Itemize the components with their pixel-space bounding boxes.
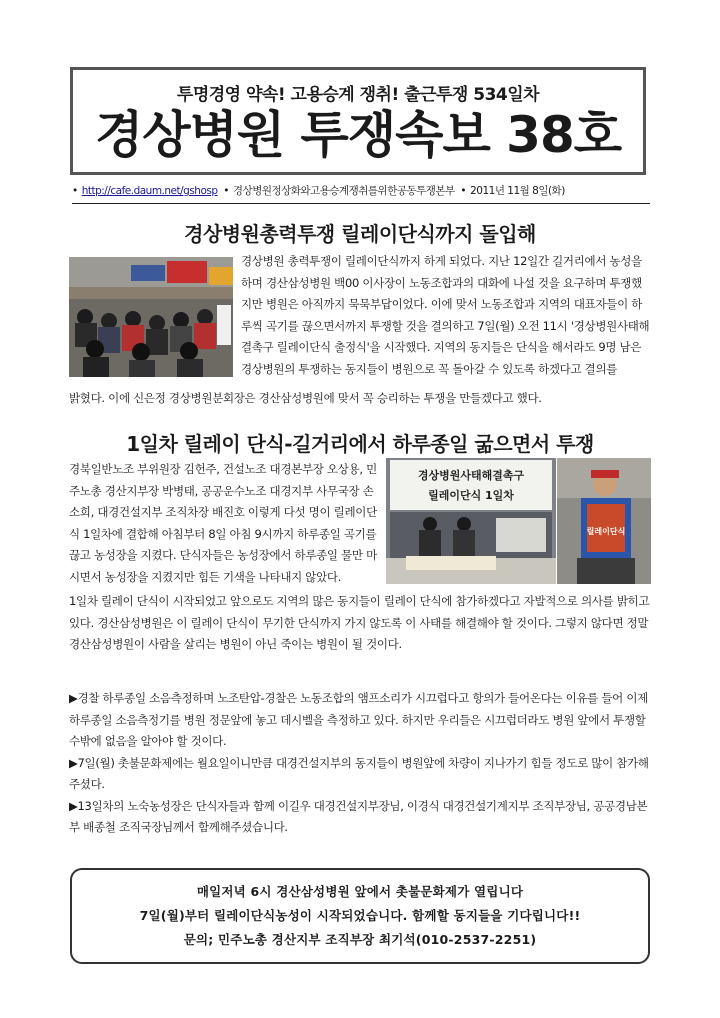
hunger-strike-photo [386,458,556,584]
note-item: ▶13일차의 노숙농성장은 단식자들과 함께 이길우 대경건설지부장님, 이경식 대경건설기계지부 조직부장님, 공공경남본부 배종철 조직국장님께서 함께해주셨습니다. [69,798,648,834]
article2-body-top: 경북일반노조 부위원장 김헌주, 건설노조 대경본부장 오상용, 민주노총 경산지부장 박병태, 공공운수노조 대경지부 사무국장 손소희, 대경건설지부 조직차장 배진호 이렇게 다섯 명이 릴레이단식 1일차에 결합해 아침부터 8일 아침 9시까지 하루종일 곡기를 끊고 농성장을 지켰다. 단식자들은 농성장에서 하루종일 물만 마시면서 농성장을 지켰지만 힘든 기색을 나타내지 않았다. [69,462,377,584]
bullet-icon: • [72,185,78,197]
contact-line: 문의; 민주노총 경산지부 조직부장 최기석(010-2537-2251) [183,932,537,947]
issue-date: 2011년 11월 8일(화) [470,185,565,197]
newsletter-title: 경상병원 투쟁속보 38호 [94,106,622,164]
article1-body-top: 경상병원 총력투쟁이 릴레이단식까지 하게 되었다. 지난 12일간 길거리에서 농성을 하며 경산삼성병원 백00 이사장이 노동조합과의 대화에 나설 것을 요구하며 투쟁했지만 병원은 아직까지 묵묵부답이었다. 이에 맞서 노동조합과 지역의 대표자들이 하루씩 곡기를 끊으면서까지 투쟁할 것을 결의하고 7일(월) 오전 11시 '경상병원사태해결촉구 릴레이단식 출정식'을 시작했다. 지역의 동지들은 단식을 해서라도 9명 남은 경상병원의 투쟁하는 동지들이 병원으로 꼭 돌아갈 수 있도록 하겠다고 결의를 [241,254,650,376]
bullet-icon: • [460,185,467,197]
rally-photo [69,257,233,377]
banner-text: 릴레이단식 1일차 [428,489,514,502]
article1-body-bottom: 밝혔다. 이에 신은정 경상병원분회장은 경산삼성병원에 맞서 꼭 승리하는 투쟁을 만들겠다고 했다. [69,391,542,405]
announcement-box [70,868,650,964]
note-item: ▶7일(월) 촛불문화제에는 월요일이니만큼 대경건설지부의 동지들이 병원앞에 차량이 지나가기 힘들 정도로 많이 참가해주셨다. [69,755,649,791]
vest-text: 릴레이단식 [586,527,626,536]
article1-headline: 경상병원총력투쟁 릴레이단식까지 돌입해 [184,222,536,246]
announcement-line: 7일(월)부터 릴레이단식농성이 시작되었습니다. 함께할 동지들을 기다립니다!! [139,908,581,923]
bullet-icon: • [223,185,229,197]
news-notes [69,688,654,839]
banner-text: 경상병원사태해결촉구 [417,469,525,482]
organization-name: 경상병원정상화와고용승계쟁취를위한공동투쟁본부 [232,185,455,197]
article2-headline: 1일차 릴레이 단식-길거리에서 하루종일 굶으면서 투쟁 [126,432,594,456]
article2-body-bottom: 1일차 릴레이 단식이 시작되었고 앞으로도 지역의 많은 동지들이 릴레이 단식에 참가하겠다고 자발적으로 의사를 밝히고 있다. 경산삼성병원은 이 릴레이 단식이 무기한 단식까지 가지 않도록 이 사태를 해결해야 할 것이다. 그렇지 않다면 정말 경산삼성병원이 사람을 살리는 병원이 아닌 죽이는 병원이 될 것이다. [69,594,650,651]
announcement-line: 매일저녁 6시 경산삼성병원 앞에서 촛불문화제가 열립니다 [196,884,524,899]
divider [72,203,650,204]
header-subtitle: 투명경영 약속! 고용승계 쟁취! 출근투쟁 534일차 [176,85,540,105]
cafe-link[interactable]: http://cafe.daum.net/gshosp [81,185,218,197]
info-line [72,183,652,198]
note-item: ▶경찰 하루종일 소음측정하며 노조탄압-경찰은 노동조합의 앰프소리가 시끄럽다고 항의가 들어온다는 이유를 들어 이제 하루종일 소음측정기를 병원 정문앞에 놓고 데시벨을 측정하고 있다. 하지만 우리들은 시끄럽더라도 병원 앞에서 투쟁할 수밖에 없음을 알아야 할 것이다. [69,691,648,748]
header-box [70,67,646,175]
striker-portrait-photo [557,458,651,584]
